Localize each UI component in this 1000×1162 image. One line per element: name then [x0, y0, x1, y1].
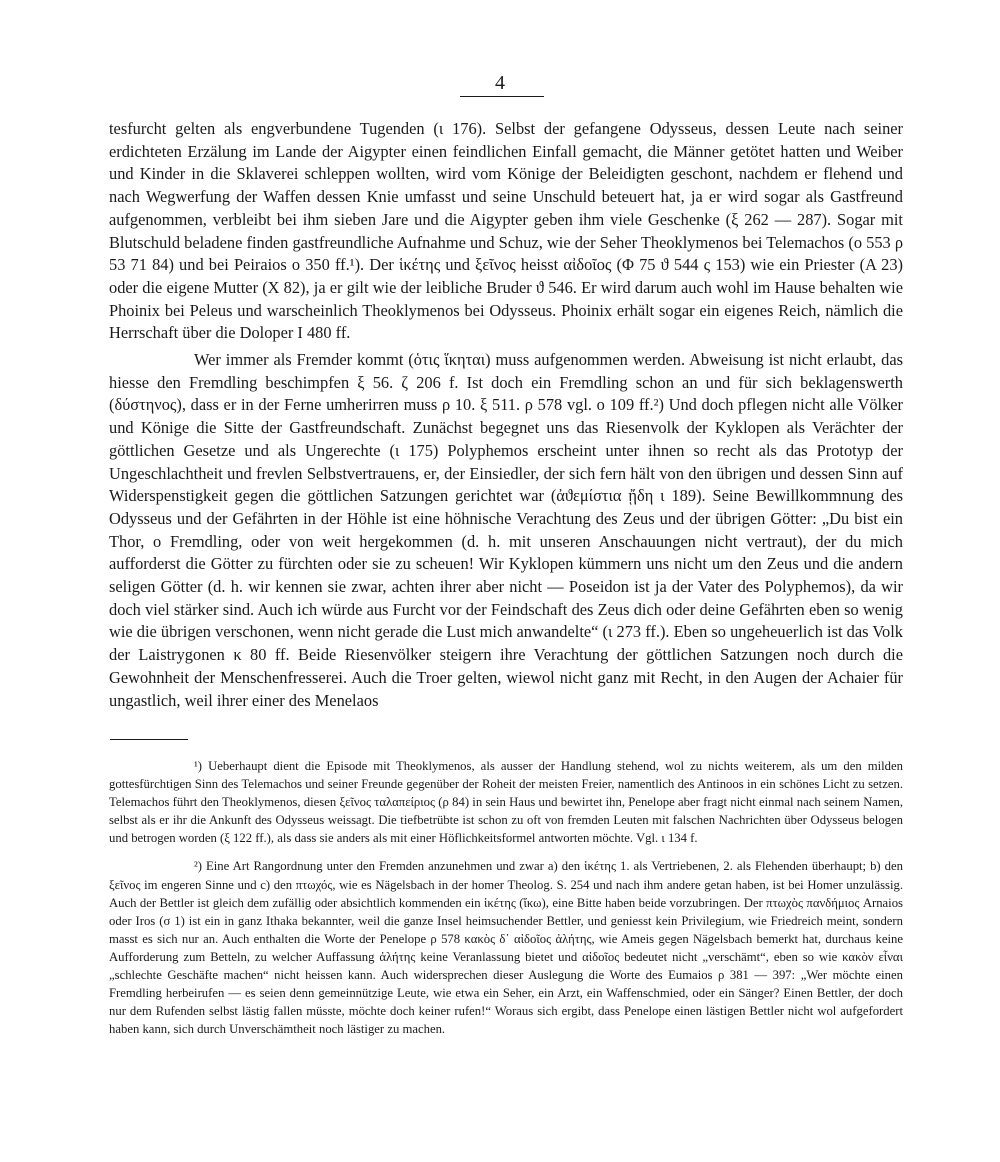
footnote-2: ²) Eine Art Rangordnung unter den Fremden anzunehmen und zwar a) den ἱκέτης 1. als Vertriebenen, 2. als Flehenden überhaupt; b) den ξεῖνος im engeren Sinne und c) den πτωχός, wie es Nägelsbach in der homer Theolog. S. 254 und nach ihm andere getan haben, ist bei Homer unzulässig. Auch der Bettler ist gleich dem zufällig oder absichtlich kommenden ein ἱκέτης (ἵκω), eine Bitte haben beide vorzubringen. Der πτωχὸς πανδήμιος Arnaios oder Iros (σ 1) ist ein in ganz Ithaka bekannter, weil die ganze Insel heimsuchender Bettler, und geniesst kein Privilegium, wie Friedreich meint, sondern masst es sich nur an. Auch enthalten die Worte der Penelope ρ 578 κακὸς δ᾽ αἰδοῖος ἀλήτης, wie Ameis gegen Nägelsbach bemerkt hat, durchaus keine Aufforderung zum Betteln, zu welcher Auffassung ἀλήτης keine Veranlassung bietet und αἰδοῖος bedeutet nicht „verschämt“, eben so wie κακὸν εἶναι „schlechte Geschäfte machen“ nicht heissen kann. Auch widersprechen dieser Auslegung die Worte des Eumaios ρ 381 — 397: „Wer möchte einen Fremdling herbeirufen — es seien denn gemeinnützige Leute, wie etwa ein Seher, ein Arzt, ein Waffenschmied, oder ein Sänger? Einen Bettler, der doch nur dem Rufenden selbst lästig fallen müsste, möchte doch keiner rufen!“ Woraus sich ergibt, dass Penelope einen lästigen Bettler nicht wol aufgefordert haben kann, sich durch Unverschämtheit noch lästiger zu machen. — [109, 859, 903, 1037]
footnote-1: ¹) Ueberhaupt dient die Episode mit Theoklymenos, als ausser der Handlung stehend, wol zu nichts weiterem, als um den milden gottesfürchtigen Sinn des Telemachos und seiner Freunde gegenüber der Roheit der meisten Freier, namentlich des Antinoos in ein schönes Licht zu setzen. Telemachos führt den Theoklymenos, diesen ξεῖνος ταλαπείριος (ρ 84) in sein Haus und bewirtet ihn, Penelope aber fragt nicht einmal nach seinem Namen, selbst als er ihr die Ankunft des Odysseus weissagt. Die tiefbetrübte ist schon zu oft von fremden Leuten mit falschen Nachrichten über Odysseus belogen und betrogen worden (ξ 122 ff.), als dass sie anders als mit einer Höflichkeitsformel antworten möchte. Vgl. ι 134 f. — [109, 759, 903, 846]
body-paragraph: Wer immer als Fremder kommt (ὁτις ἵκηται) muss aufgenommen werden. Abweisung ist nicht erlaubt, das hiesse den Fremdling beschimpfen ξ 56. ζ 206 f. Ist doch ein Fremdling schon an und für sich beklagenswerth (δύστηνος), dass er in der Ferne umherirren muss ρ 10. ξ 511. ρ 578 vgl. ο 109 ff.²) Und doch pflegen nicht alle Völker und Könige die Sitte der Gastfreundschaft. Zunächst begegnet uns das Riesenvolk der Kyklopen als Verächter der göttlichen Gesetze und als Ungerechte (ι 175) Polyphemos erscheint unter ihnen so recht als das Prototyp der Ungeschlachtheit und frevlen Selbstvertrauens, er, der Einsiedler, der sich fern hält von den übrigen und dessen Sinn auf Widerspenstigkeit gegen die göttlichen Satzungen gerichtet war (ἀϑεμίστια ᾔδη ι 189). Seine Bewillkommnung des Odysseus und der Gefährten in der Höhle ist eine höhnische Verachtung des Zeus und der übrigen Götter: „Du bist ein Thor, o Fremdling, oder von weit hergekommen (d. h. mit unseren Anschauungen nicht vertraut), der du mich aufforderst die Götter zu fürchten oder sie zu scheuen! Wir Kyklopen kümmern uns nicht um den Zeus und die andern seligen Götter (d. h. wir kennen sie zwar, achten ihrer aber nicht — Poseidon ist ja der Vater des Polyphemos), da wir doch viel stärker sind. Auch ich würde aus Furcht vor der Feindschaft des Zeus dich oder deine Gefährten eben so wenig wie die übrigen verschonen, wenn nicht gerade die Lust mich anwandelte“ (ι 273 ff.). Eben so ungeheuerlich ist das Volk der Laistrygonen κ 80 ff. Beide Riesenvölker steigern ihre Verachtung der göttlichen Satzungen noch durch die Gewohnheit der Menschenfresserei. Auch die Troer gelten, wiewol nicht ganz mit Recht, in den Augen der Achaier für ungastlich, weil ihrer einer des Menelaos — [109, 350, 903, 710]
header-rule — [460, 96, 544, 97]
body-paragraph: tesfurcht gelten als engverbundene Tugenden (ι 176). Selbst der gefangene Odysseus, dessen Leute nach seiner erdichteten Erzälung im Lande der Aigypter einen feindlichen Einfall gemacht, die Männer getötet hatten und Weiber und Kinder in die Sklaverei schleppen wollten, wird vom Könige der Beleidigten geschont, nachdem er flehend und nach Wegwerfung der Waffen dessen Knie umfasst und seine Unschuld beteuert hat, ja er wird sogar als Gastfreund aufgenommen, verbleibt bei ihm sieben Jare und die Aigypter geben ihm viele Geschenke (ξ 262 — 287). Sogar mit Blutschuld beladene finden gastfreundliche Aufnahme und Schuz, wie der Seher Theoklymenos bei Telemachos (ο 553 ρ 53 71 84) und bei Peiraios ο 350 ff.¹). Der ἱκέτης und ξεῖνος heisst αἰδοῖος (Φ 75 ϑ 544 ς 153) wie ein Priester (Α 23) oder die eigene Mutter (Χ 82), ja er gilt wie der leibliche Bruder ϑ 546. Er wird darum auch wohl im Hause behalten wie Phoinix bei Peleus und warscheinlich Theoklymenos bei Odysseus. Phoinix erhält sogar ein eigenes Reich, nämlich die Herrschaft über die Doloper Ι 480 ff. — [109, 119, 903, 343]
footnotes — [109, 757, 903, 1038]
page-number: 4 — [495, 72, 505, 94]
body-text — [109, 118, 903, 712]
footnote-rule — [110, 739, 188, 740]
